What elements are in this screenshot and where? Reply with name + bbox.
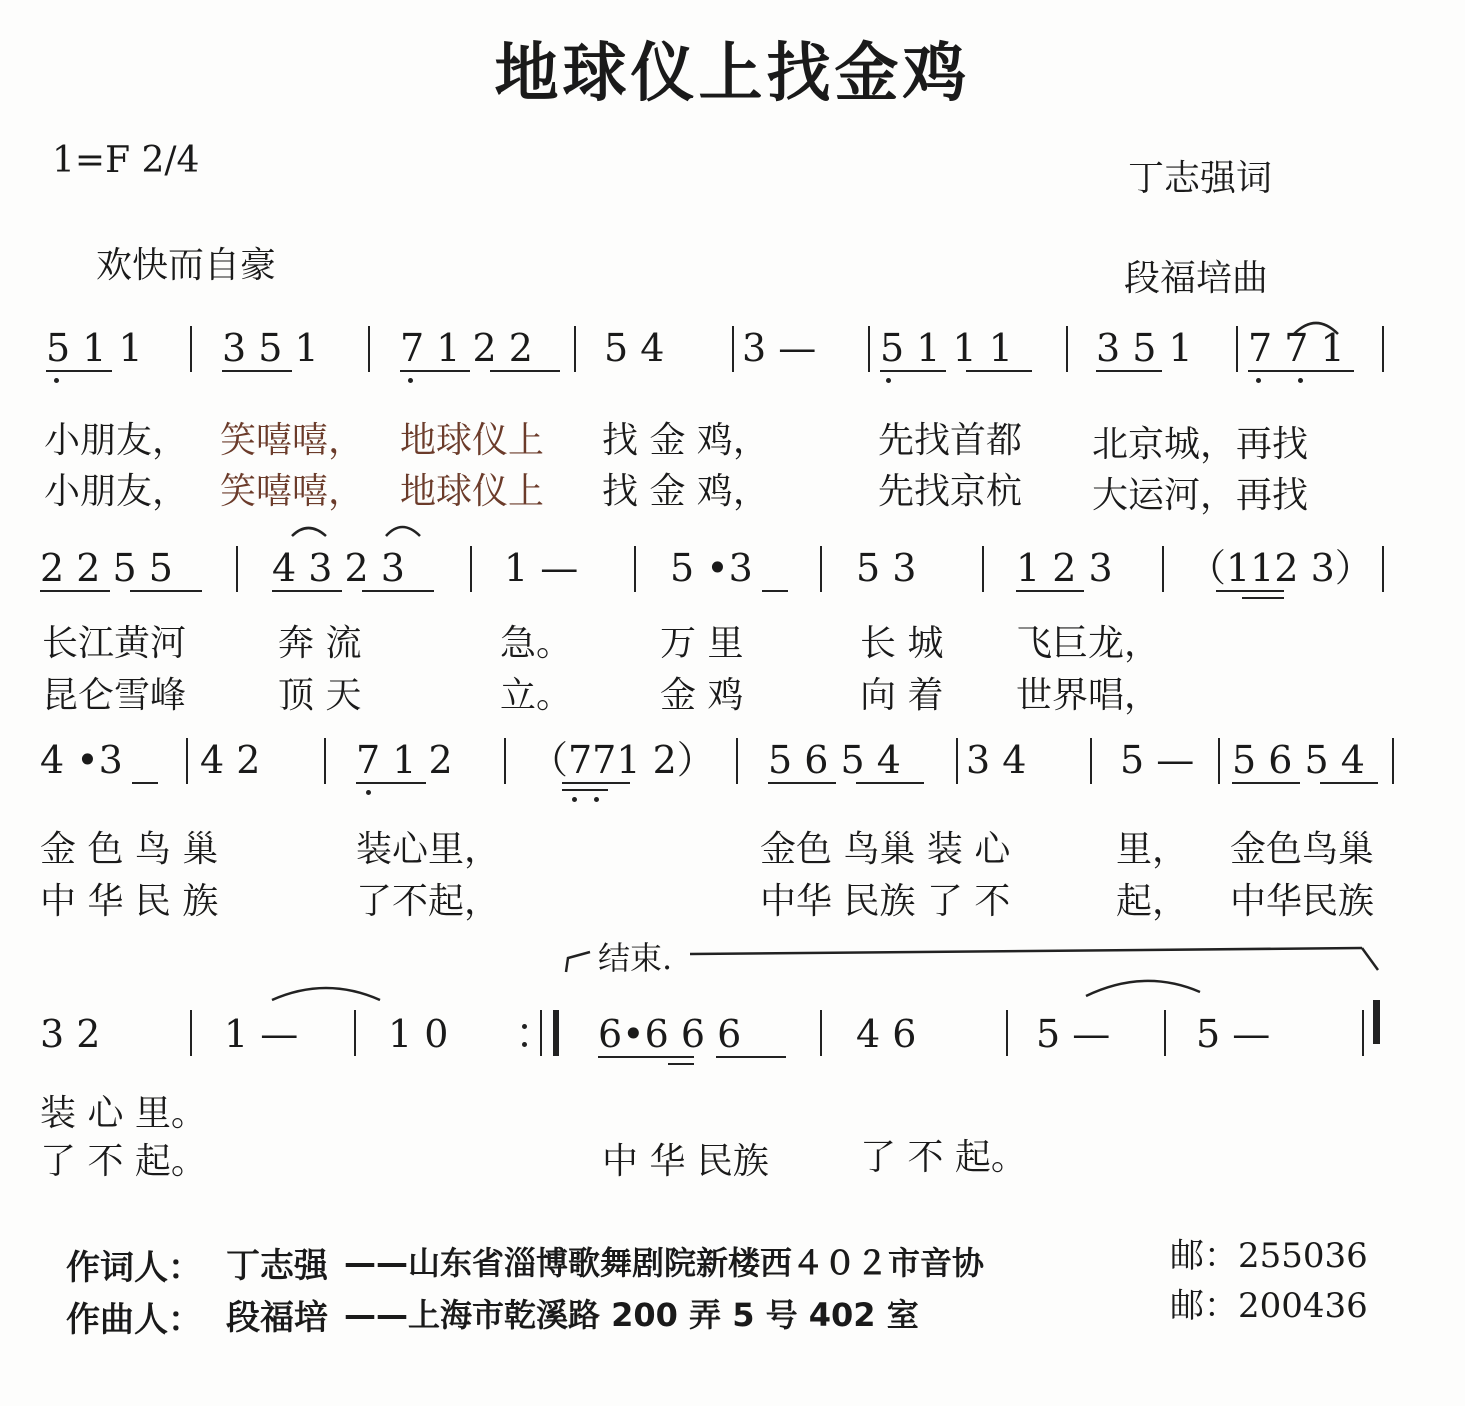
lyric: 急。 (500, 623, 573, 664)
lyric: 金色 鸟巢 装 心 (760, 829, 1011, 870)
measure: （112 3） (1188, 546, 1373, 590)
composer-label: 作曲人： (66, 1300, 202, 1340)
measure: 5 •3 (670, 546, 753, 590)
lyric: 世界唱， (1016, 675, 1161, 716)
measure: 1 — (504, 546, 579, 590)
tie (1086, 981, 1200, 996)
lyric: 大运河，再找 (1092, 475, 1309, 516)
measure: 3 4 (966, 738, 1027, 782)
measure: 7 1 2 2 (400, 326, 533, 370)
measure: （771 2） (530, 738, 715, 782)
lyric: 找 金 鸡， (602, 471, 769, 512)
measure: 5 — (1036, 1012, 1111, 1056)
lyric: 飞巨龙， (1016, 623, 1161, 664)
lyric: 地球仪上 (400, 471, 545, 512)
measure: 5 6 5 4 (1232, 738, 1365, 782)
measure: 4 6 (856, 1012, 917, 1056)
measure: 3 2 (40, 1012, 101, 1056)
measure: 7 7 1 (1248, 326, 1345, 370)
measure: 1 0 (388, 1012, 449, 1056)
lyric: 了 不 起。 (40, 1141, 207, 1182)
composer-name: 段福培 (226, 1298, 328, 1338)
measure: 5 — (1196, 1012, 1271, 1056)
lyric: 中 华 民族 (602, 1141, 769, 1182)
measure: 5 — (1120, 738, 1195, 782)
measure: 3 — (742, 326, 817, 370)
slur (1294, 323, 1338, 334)
lyric: 了不起， (356, 881, 501, 922)
measure: 1 2 3 (1016, 546, 1113, 590)
lyric: 地球仪上 (400, 420, 545, 461)
lyric: 长江黄河 (42, 623, 187, 664)
lyricist-address: ——山东省淄博歌舞剧院新楼西４０２市音协 (344, 1244, 985, 1282)
lyric: 中 华 民 族 (40, 881, 219, 922)
lyric: 小朋友， (44, 471, 189, 512)
composer-credit: 段福培曲 (1124, 258, 1269, 299)
composer-address: ——上海市乾溪路 200 弄 5 号 402 室 (344, 1296, 919, 1334)
lyric: 起， (1116, 881, 1189, 922)
measure: 5 1 1 1 (880, 326, 1013, 370)
measure: 3 5 1 (1096, 326, 1193, 370)
measure: 2 2 5 5 (40, 546, 173, 590)
lyric: 昆仑雪峰 (42, 675, 187, 716)
measure: 6•6 6 6 (598, 1012, 742, 1056)
lyric: 里， (1116, 829, 1189, 870)
lyric: 长 城 (860, 623, 944, 664)
lyric: 了 不 起。 (860, 1137, 1027, 1178)
lyric: 笑嘻嘻， (220, 471, 365, 512)
lyric: 中华民族 (1230, 881, 1375, 922)
lyric: 金 色 鸟 巢 (40, 829, 219, 870)
ending-bracket-line (690, 948, 1362, 954)
lyric: 顶 天 (278, 675, 362, 716)
measure: 3 5 1 (222, 326, 319, 370)
measure: 4 2 (200, 738, 261, 782)
lyric: 先找首都 (878, 420, 1023, 461)
lyric: 金 鸡 (660, 675, 744, 716)
measure: 1 — (224, 1012, 299, 1056)
composer-postal-code: 邮：200436 (1170, 1286, 1368, 1326)
expression-mark: 欢快而自豪 (96, 245, 277, 286)
lyric: 万 里 (660, 623, 744, 664)
lyricist-name: 丁志强 (226, 1246, 328, 1286)
slur (386, 527, 420, 536)
lyric: 笑嘻嘻， (220, 420, 365, 461)
measure: 5 3 (856, 546, 917, 590)
lyricist-label: 作词人： (66, 1248, 202, 1288)
lyric: 奔 流 (278, 623, 362, 664)
lyric: 北京城，再找 (1092, 424, 1309, 465)
measure: 5 1 1 (46, 326, 143, 370)
lyric: 找 金 鸡， (602, 420, 769, 461)
measure: 7 1 2 (356, 738, 453, 782)
lyric: 小朋友， (44, 420, 189, 461)
lyricist-postal-code: 邮：255036 (1170, 1236, 1368, 1276)
lyric: 装 心 里。 (40, 1093, 207, 1134)
lyric: 中华 民族 了 不 (760, 881, 1011, 922)
measure: 4 •3 (40, 738, 123, 782)
key-signature: 1=F 2/4 (52, 140, 200, 181)
lyric: 立。 (500, 675, 573, 716)
measure: 5 6 5 4 (768, 738, 901, 782)
ending-bracket-end (1362, 948, 1378, 970)
measure: 4 3 2 3 (272, 546, 405, 590)
measure: 5 4 (604, 326, 665, 370)
lyric: 向 着 (860, 675, 944, 716)
song-title: 地球仪上找金鸡 (494, 37, 971, 111)
lyric: 金色鸟巢 (1230, 829, 1375, 870)
ending-label: 结束. (598, 939, 673, 977)
ending-bracket-start (566, 952, 590, 972)
lyricist-credit: 丁志强词 (1128, 158, 1273, 199)
lyric: 先找京杭 (878, 471, 1023, 512)
tie (272, 988, 380, 1000)
slur (292, 528, 326, 536)
lyric: 装心里， (356, 829, 501, 870)
